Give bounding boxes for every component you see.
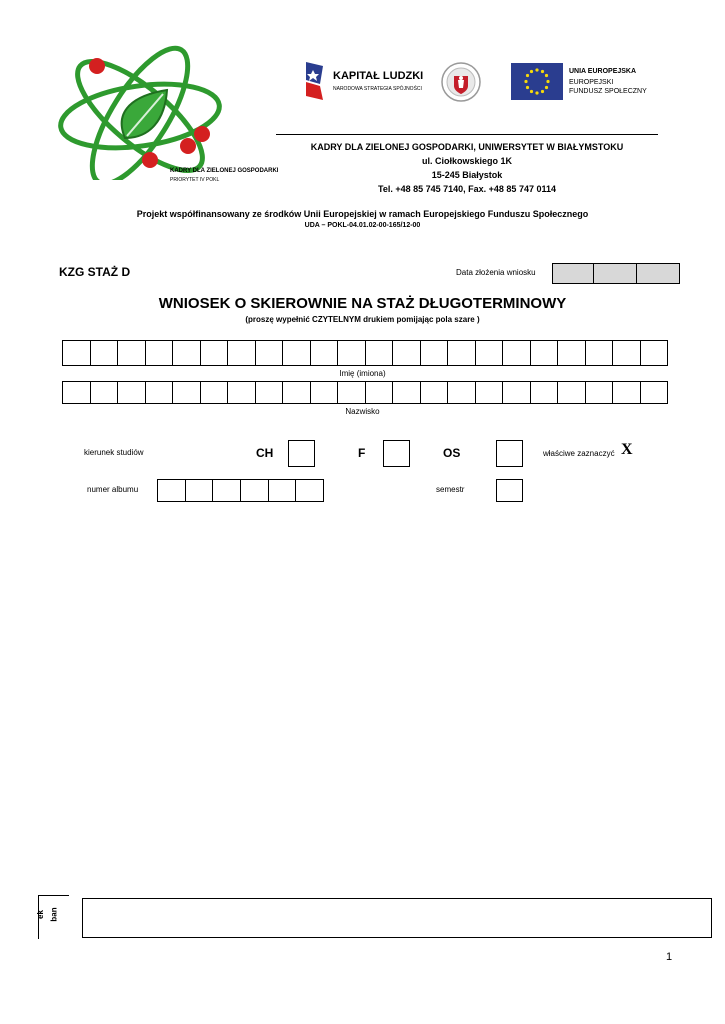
album-digit-cell[interactable]: [241, 480, 269, 501]
option-os-label: OS: [443, 446, 461, 460]
logo-caption-priority: PRIORYTET IV POKL: [170, 177, 220, 183]
form-title: WNIOSEK O SKIEROWNIE NA STAŻ DŁUGOTERMINOWY: [158, 295, 567, 312]
side-tab-bottom-text: ban: [49, 907, 59, 922]
option-ch-checkbox[interactable]: [288, 440, 315, 467]
surname-letter-cell[interactable]: [641, 382, 668, 403]
study-field-label: kierunek studiów: [84, 448, 144, 457]
surname-letter-cell[interactable]: [531, 382, 559, 403]
surname-letter-cell[interactable]: [558, 382, 586, 403]
eu-flag-icon: [511, 63, 563, 100]
eagle-seal-icon: [441, 62, 481, 102]
mark-hint: właściwe zaznaczyć: [543, 449, 615, 458]
date-field: [552, 263, 680, 284]
first-name-letter-cell[interactable]: [311, 341, 339, 365]
surname-letter-cell[interactable]: [476, 382, 504, 403]
eu-logo: [511, 63, 671, 101]
album-digit-cell[interactable]: [269, 480, 297, 501]
first-name-letter-cell[interactable]: [421, 341, 449, 365]
surname-label: Nazwisko: [345, 407, 380, 416]
form-subtitle: (proszę wypełnić CZYTELNYM drukiem pomijając pola szare ): [245, 315, 480, 324]
header-rule: [276, 134, 658, 135]
surname-letter-cell[interactable]: [228, 382, 256, 403]
page-number: 1: [666, 951, 673, 963]
form-code: KZG STAŻ D: [59, 265, 131, 279]
project-logo: [55, 30, 279, 183]
kapital-ludzki-logo: [303, 60, 423, 102]
address-phone: Tel. +48 85 745 7140, Fax. +48 85 747 0114: [378, 184, 556, 194]
first-name-field[interactable]: [62, 340, 668, 366]
surname-letter-cell[interactable]: [448, 382, 476, 403]
atom-leaf-icon: [55, 30, 225, 180]
album-digit-cell[interactable]: [213, 480, 241, 501]
first-name-letter-cell[interactable]: [256, 341, 284, 365]
address-city: 15-245 Białystok: [431, 170, 503, 180]
surname-letter-cell[interactable]: [173, 382, 201, 403]
surname-letter-cell[interactable]: [256, 382, 284, 403]
first-name-letter-cell[interactable]: [283, 341, 311, 365]
surname-letter-cell[interactable]: [311, 382, 339, 403]
eu-logo-line3: FUNDUSZ SPOŁECZNY: [569, 88, 647, 95]
option-f-checkbox[interactable]: [383, 440, 410, 467]
album-digit-cell[interactable]: [186, 480, 214, 501]
surname-letter-cell[interactable]: [338, 382, 366, 403]
first-name-letter-cell[interactable]: [393, 341, 421, 365]
first-name-letter-cell[interactable]: [366, 341, 394, 365]
surname-letter-cell[interactable]: [421, 382, 449, 403]
kapital-ludzki-subtitle: NARODOWA STRATEGIA SPÓJNOŚCI: [333, 86, 422, 92]
date-month-cell: [594, 264, 637, 283]
logo-caption-title: KADRY DLA ZIELONEJ GOSPODARKI: [170, 168, 279, 174]
first-name-letter-cell[interactable]: [586, 341, 614, 365]
first-name-letter-cell[interactable]: [91, 341, 119, 365]
first-name-letter-cell[interactable]: [173, 341, 201, 365]
first-name-label: Imię (imiona): [339, 369, 386, 378]
first-name-letter-cell[interactable]: [641, 341, 668, 365]
option-os-checkbox[interactable]: [496, 440, 523, 467]
first-name-letter-cell[interactable]: [448, 341, 476, 365]
option-ch-label: CH: [256, 446, 274, 460]
date-year-cell: [637, 264, 679, 283]
semester-label: semestr: [436, 485, 465, 494]
surname-field[interactable]: [62, 381, 668, 404]
address-street: ul. Ciołkowskiego 1K: [421, 156, 513, 166]
surname-letter-cell[interactable]: [503, 382, 531, 403]
side-tab: [35, 895, 69, 939]
semester-field[interactable]: [496, 479, 523, 502]
album-label: numer albumu: [87, 485, 139, 494]
option-f-label: F: [358, 446, 366, 460]
surname-letter-cell[interactable]: [366, 382, 394, 403]
surname-letter-cell[interactable]: [393, 382, 421, 403]
university-seal: [441, 62, 481, 102]
first-name-letter-cell[interactable]: [63, 341, 91, 365]
funding-line: Projekt współfinansowany ze środków Unii Europejskiej w ramach Europejskiego Funduszu Społecznego: [136, 209, 589, 219]
surname-letter-cell[interactable]: [586, 382, 614, 403]
surname-letter-cell[interactable]: [118, 382, 146, 403]
first-name-letter-cell[interactable]: [503, 341, 531, 365]
album-number-field[interactable]: [157, 479, 324, 502]
first-name-letter-cell[interactable]: [558, 341, 586, 365]
first-name-letter-cell[interactable]: [118, 341, 146, 365]
eu-logo-line1: UNIA EUROPEJSKA: [569, 68, 637, 75]
album-digit-cell[interactable]: [296, 480, 323, 501]
date-label: Data złożenia wniosku: [456, 268, 536, 277]
first-name-letter-cell[interactable]: [201, 341, 229, 365]
first-name-letter-cell[interactable]: [146, 341, 174, 365]
first-name-letter-cell[interactable]: [531, 341, 559, 365]
first-name-letter-cell[interactable]: [613, 341, 641, 365]
kapital-ludzki-icon: [303, 60, 327, 102]
footer-field[interactable]: [82, 898, 712, 938]
first-name-letter-cell[interactable]: [228, 341, 256, 365]
uda-code: UDA – POKL-04.01.02-00-165/12-00: [304, 222, 421, 229]
first-name-letter-cell[interactable]: [476, 341, 504, 365]
date-day-cell: [553, 264, 594, 283]
side-tab-top-text: ek: [35, 910, 45, 919]
eu-logo-line2: EUROPEJSKI: [569, 79, 614, 86]
mark-symbol: X: [621, 441, 633, 458]
surname-letter-cell[interactable]: [613, 382, 641, 403]
surname-letter-cell[interactable]: [283, 382, 311, 403]
surname-letter-cell[interactable]: [63, 382, 91, 403]
surname-letter-cell[interactable]: [146, 382, 174, 403]
album-digit-cell[interactable]: [158, 480, 186, 501]
kapital-ludzki-title: KAPITAŁ LUDZKI: [333, 70, 424, 82]
address-block: [276, 140, 658, 196]
surname-letter-cell[interactable]: [201, 382, 229, 403]
surname-letter-cell[interactable]: [91, 382, 119, 403]
first-name-letter-cell[interactable]: [338, 341, 366, 365]
address-org: KADRY DLA ZIELONEJ GOSPODARKI, UNIWERSYTET W BIAŁYMSTOKU: [310, 142, 624, 152]
